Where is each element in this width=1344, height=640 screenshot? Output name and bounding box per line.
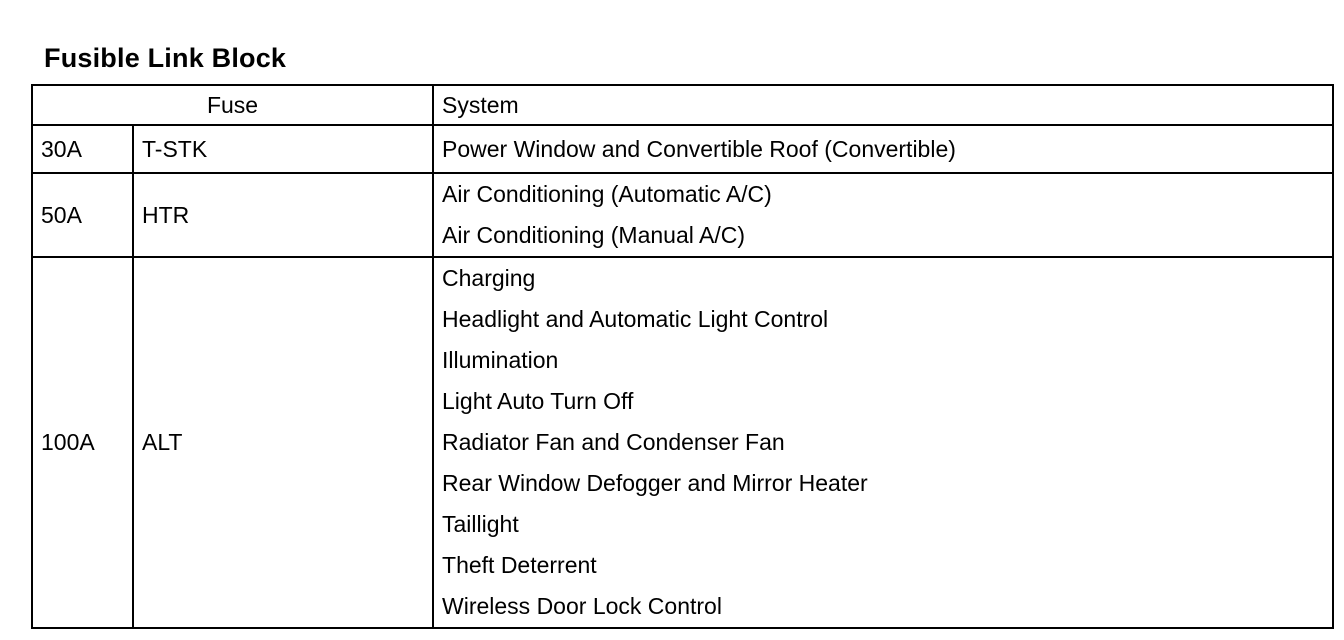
system-item: Radiator Fan and Condenser Fan (442, 429, 785, 455)
fuse-code: T-STK (133, 125, 433, 173)
system-cell (433, 257, 1333, 628)
fuse-amperage: 50A (32, 173, 133, 257)
system-item: Headlight and Automatic Light Control (442, 306, 829, 332)
fuse-code: ALT (133, 257, 433, 628)
system-item: Wireless Door Lock Control (442, 593, 722, 619)
system-cell (433, 173, 1333, 257)
system-item: Air Conditioning (Automatic A/C) (442, 181, 772, 207)
system-item: Illumination (442, 347, 559, 373)
system-item: Charging (442, 265, 536, 291)
system-item: Air Conditioning (Manual A/C) (442, 222, 745, 248)
system-cell (433, 125, 1333, 173)
fuse-amperage: 30A (32, 125, 133, 173)
table-row (32, 257, 1333, 628)
page-title: Fusible Link Block (44, 43, 287, 73)
system-item: Rear Window Defogger and Mirror Heater (442, 470, 868, 496)
system-item: Power Window and Convertible Roof (Convertible) (442, 136, 956, 162)
header-fuse: Fuse (32, 85, 433, 125)
table-row (32, 173, 1333, 257)
table-row (32, 125, 1333, 173)
fuse-code: HTR (133, 173, 433, 257)
table-header-row (32, 85, 1333, 125)
system-item: Light Auto Turn Off (442, 388, 634, 414)
header-system: System (433, 85, 1333, 125)
fusible-link-table (31, 84, 1334, 629)
system-item: Theft Deterrent (442, 552, 597, 578)
fuse-amperage: 100A (32, 257, 133, 628)
system-item: Taillight (442, 511, 519, 537)
